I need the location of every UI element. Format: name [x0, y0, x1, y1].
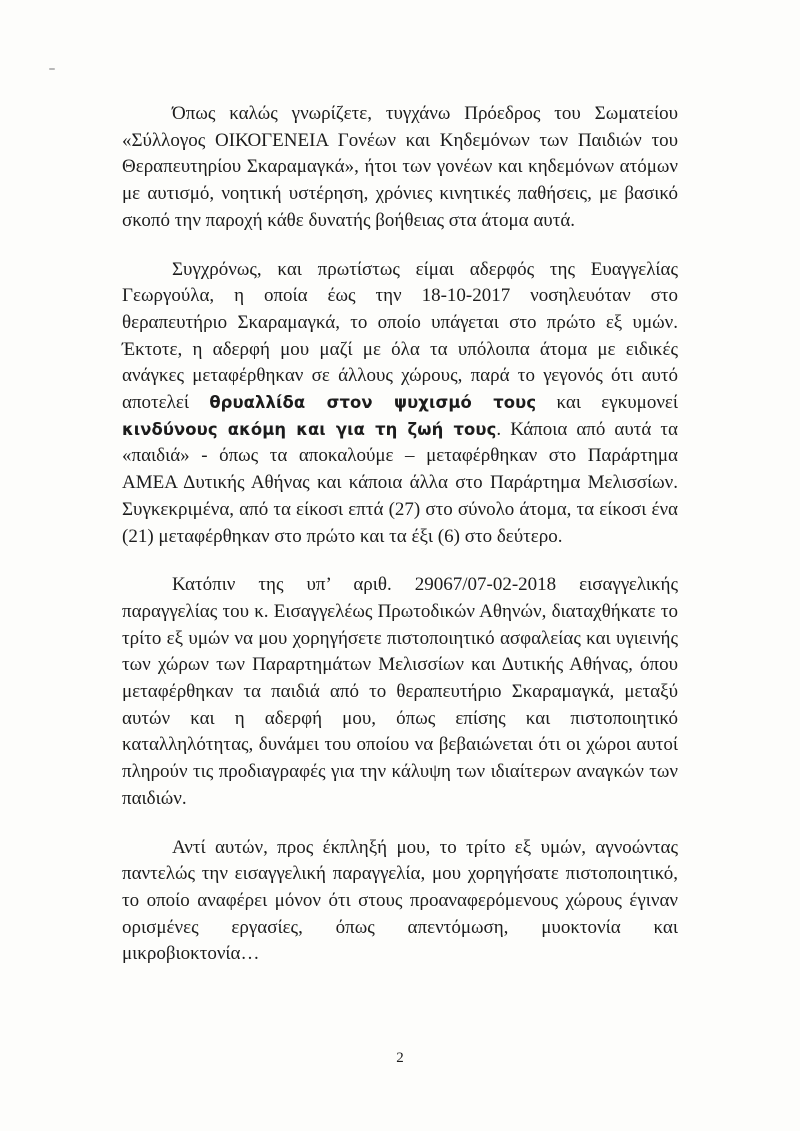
- paragraph-2-text-a: Συγχρόνως, και πρωτίστως είμαι αδερφός της Ευαγγελίας Γεωργούλα, η οποία έως την 18-10-2017 νοσηλευόταν στο θεραπευτήριο Σκαραμαγκά, το οποίο υπάγεται στο πρώτο εξ υμών. Έκτοτε, η αδερφή μου μαζί με όλα τα υπόλοιπα άτομα με ειδικές ανάγκες μεταφέρθηκαν σε άλλους χώρους, παρά το γεγονός ότι αυτό αποτελεί: [122, 258, 678, 414]
- paragraph-1: [122, 101, 678, 235]
- paragraph-1-text: Όπως καλώς γνωρίζετε, τυγχάνω Πρόεδρος του Σωματείου «Σύλλογος ΟΙΚΟΓΕΝΕΙΑ Γονέων και Κηδεμόνων των Παιδιών του Θεραπευτηρίου Σκαραμαγκά», ήτοι των γονέων και κηδεμόνων ατόμων με αυτισμό, νοητική υστέρηση, χρόνιες κινητικές παθήσεις, με βασικό σκοπό την παροχή κάθε δυνατής βοήθειας στα άτομα αυτά.: [122, 103, 678, 231]
- page-number: 2: [396, 1050, 404, 1066]
- paragraph-2-text-b: και εγκυμονεί: [536, 392, 679, 414]
- paragraph-2-text-c: . Κάποια από αυτά τα «παιδιά» - όπως τα αποκαλούμε – μεταφέρθηκαν στο Παράρτημα ΑΜΕΑ Δυτικής Αθήνας και κάποια άλλα στο Παράρτημα Μελισσίων. Συγκεκριμένα, από τα είκοσι επτά (27) στο σύνολο άτομα, τα είκοσι ένα (21) μεταφέρθηκαν στο πρώτο και τα έξι (6) στο δεύτερο.: [122, 418, 678, 547]
- paragraph-2: [122, 257, 678, 551]
- paragraph-4-text: Αντί αυτών, προς έκπληξή μου, το τρίτο εξ υμών, αγνοώντας παντελώς την εισαγγελική παραγγελία, μου χορηγήσατε πιστοποιητικό, το οποίο αναφέρει μόνον ότι στους προαναφερόμενους χώρους έγιναν ορισμένες εργασίες, όπως απεντόμωση, μυοκτονία και μικροβιοκτονία…: [122, 836, 678, 965]
- paragraph-4: [122, 835, 678, 969]
- scan-speck: [49, 68, 55, 70]
- letter-body: [122, 101, 678, 968]
- paragraph-3-text: Κατόπιν της υπ’ αριθ. 29067/07-02-2018 εισαγγελικής παραγγελίας του κ. Εισαγγελέως Πρωτοδικών Αθηνών, διαταχθήκατε το τρίτο εξ υμών να μου χορηγήσετε πιστοποιητικό ασφαλείας και υγιεινής των χώρων των Παραρτημάτων Μελισσίων και Δυτικής Αθήνας, όπου μεταφέρθηκαν τα παιδιά από το θεραπευτήριο Σκαραμαγκά, μεταξύ αυτών και η αδερφή μου, όπως επίσης και πιστοποιητικό καταλληλότητας, δυνάμει του οποίου να βεβαιώνεται ότι οι χώροι αυτοί πληρούν τις προδιαγραφές για την κάλυψη των ιδιαίτερων αναγκών των παιδιών.: [122, 574, 678, 809]
- emphasis-danger: κινδύνους ακόμη και για τη ζωή τους: [122, 419, 497, 439]
- paragraph-3: [122, 572, 678, 812]
- emphasis-psyche: θρυαλλίδα στον ψυχισμό τους: [209, 393, 537, 413]
